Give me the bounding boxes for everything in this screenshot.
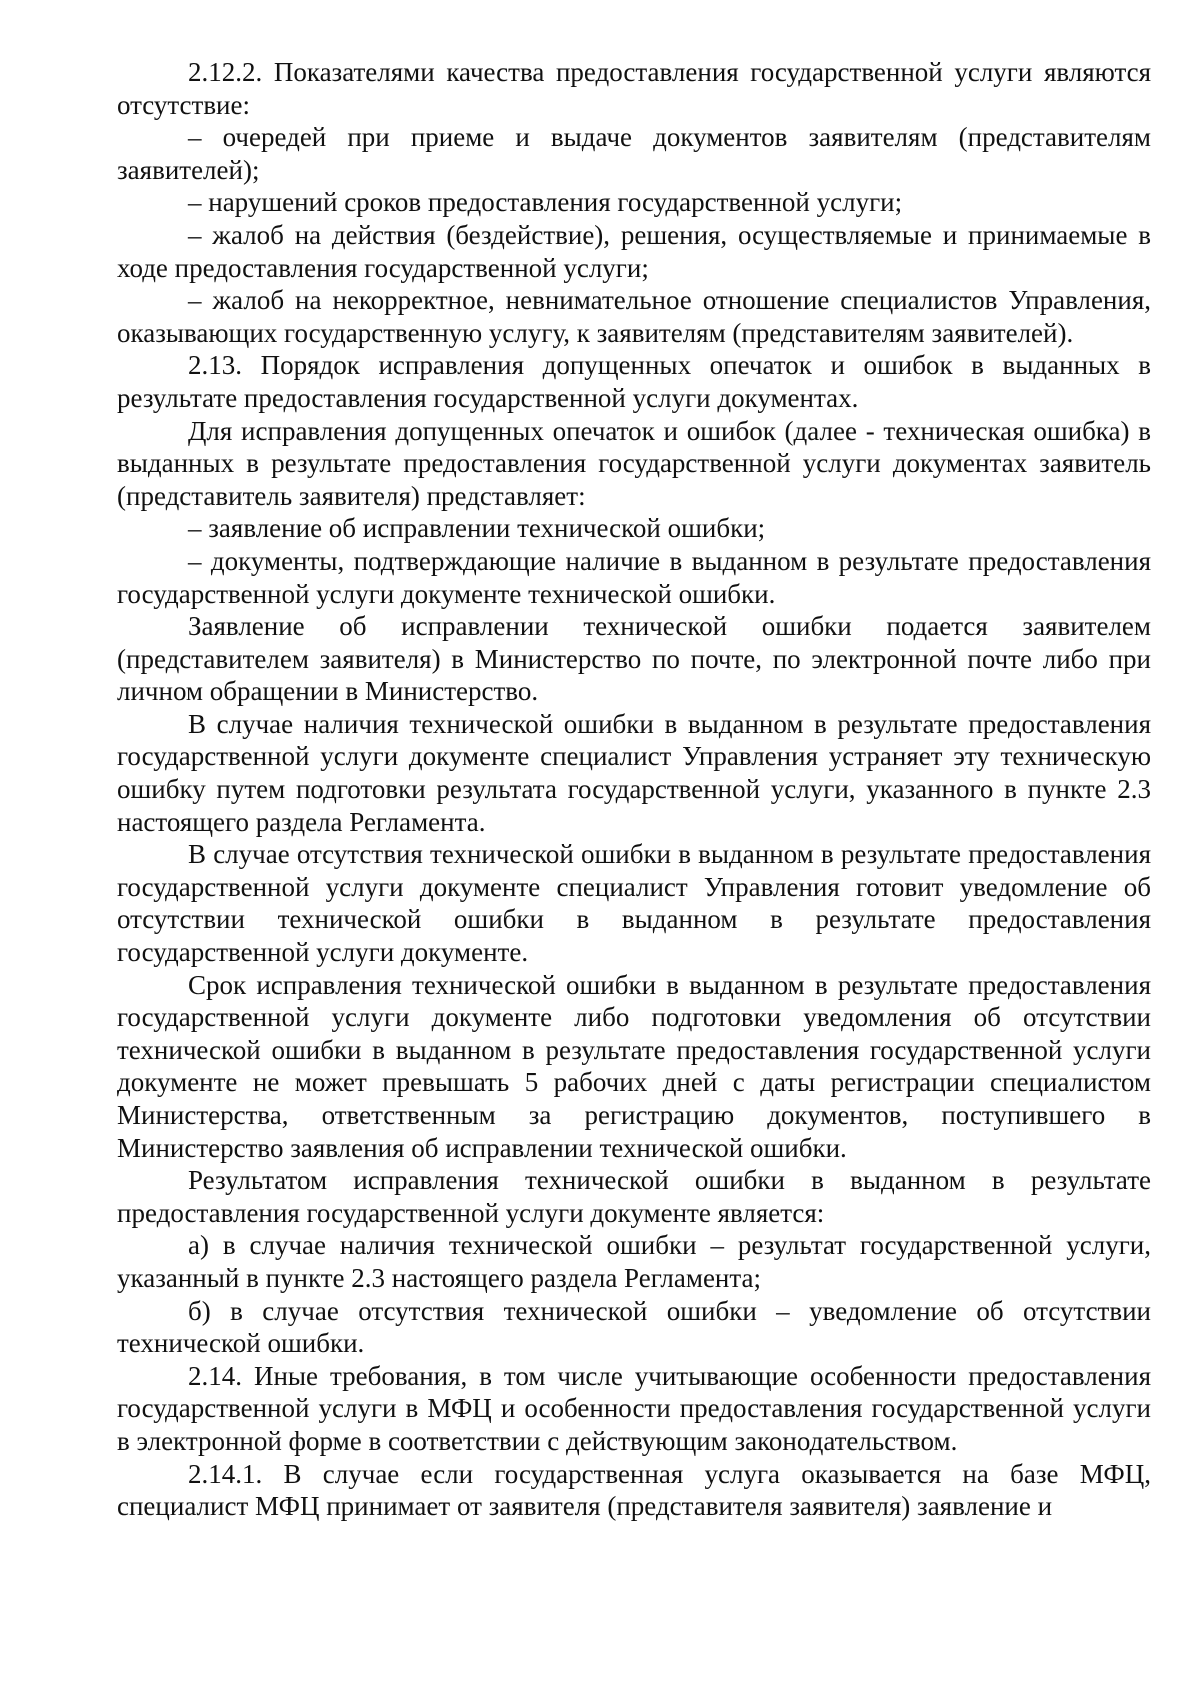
paragraph-2-12-2: 2.12.2. Показателями качества предоставления государственной услуги являются отсутствие: bbox=[117, 57, 1151, 120]
paragraph-error-absent: В случае отсутствия технической ошибки в выданном в результате предоставления государственной услуги документе специалист Управления готовит уведомление об отсутствии технической ошибки в выданном в результате предоставления государственной услуги документе. bbox=[117, 839, 1151, 968]
paragraph-error-present: В случае наличия технической ошибки в выданном в результате предоставления государственной услуги документе специалист Управления устраняет эту техническую ошибку путем подготовки результата государственной услуги, указанного в пункте 2.3 настоящего раздела Регламента. bbox=[117, 708, 1151, 837]
paragraph-correction-result: Результатом исправления технической ошибки в выданном в результате предоставления государственной услуги документе является: bbox=[117, 1165, 1151, 1228]
list-item-application: – заявление об исправлении технической ошибки; bbox=[188, 513, 766, 544]
list-item-complaints-actions: – жалоб на действия (бездействие), решения, осуществляемые и принимаемые в ходе предоставления государственной услуги; bbox=[117, 219, 1151, 283]
document-text bbox=[117, 56, 1151, 1523]
paragraph-application-submission: Заявление об исправлении технической ошибки подается заявителем (представителем заявителя) в Министерство по почте, по электронной почте либо при личном обращении в Министерство. bbox=[117, 611, 1151, 707]
paragraph-2-14: 2.14. Иные требования, в том числе учитывающие особенности предоставления государственной услуги в МФЦ и особенности предоставления государственной услуги в электронной форме в соответствии с действующим законодательством. bbox=[117, 1360, 1151, 1456]
paragraph-correction-term: Срок исправления технической ошибки в выданном в результате предоставления государственной услуги документе либо подготовки уведомления об отсутствии технической ошибки в выданном в результате предоставления государственной услуги документе не может превышать 5 рабочих дней с даты регистрации специалистом Министерства, ответственным за регистрацию документов, поступившего в Министерство заявления об исправлении технической ошибки. bbox=[117, 969, 1151, 1163]
paragraph-correction-intro: Для исправления допущенных опечаток и ошибок (далее - техническая ошибка) в выданных в результате предоставления государственной услуги документах заявитель (представитель заявителя) представляет: bbox=[117, 415, 1151, 511]
list-item-result-a: а) в случае наличия технической ошибки – результат государственной услуги, указанный в пункте 2.3 настоящего раздела Регламента; bbox=[117, 1230, 1151, 1293]
paragraph-2-13: 2.13. Порядок исправления допущенных опечаток и ошибок в выданных в результате предоставления государственной услуги документах. bbox=[117, 350, 1151, 413]
list-item-documents: – документы, подтверждающие наличие в выданном в результате предоставления государственной услуги документе технической ошибки. bbox=[117, 545, 1151, 609]
paragraph-2-14-1: 2.14.1. В случае если государственная услуга оказывается на базе МФЦ, специалист МФЦ принимает от заявителя (представителя заявителя) заявление и bbox=[117, 1458, 1151, 1522]
list-item-complaints-attitude: – жалоб на некорректное, невнимательное отношение специалистов Управления, оказывающих государственную услугу, к заявителям (представителям заявителей). bbox=[117, 285, 1151, 348]
list-item-deadlines: – нарушений сроков предоставления государственной услуги; bbox=[188, 187, 903, 218]
list-item-queues: – очередей при приеме и выдаче документов заявителям (представителям заявителей); bbox=[117, 122, 1151, 185]
list-item-result-b: б) в случае отсутствия технической ошибки – уведомление об отсутствии технической ошибки. bbox=[117, 1295, 1151, 1359]
